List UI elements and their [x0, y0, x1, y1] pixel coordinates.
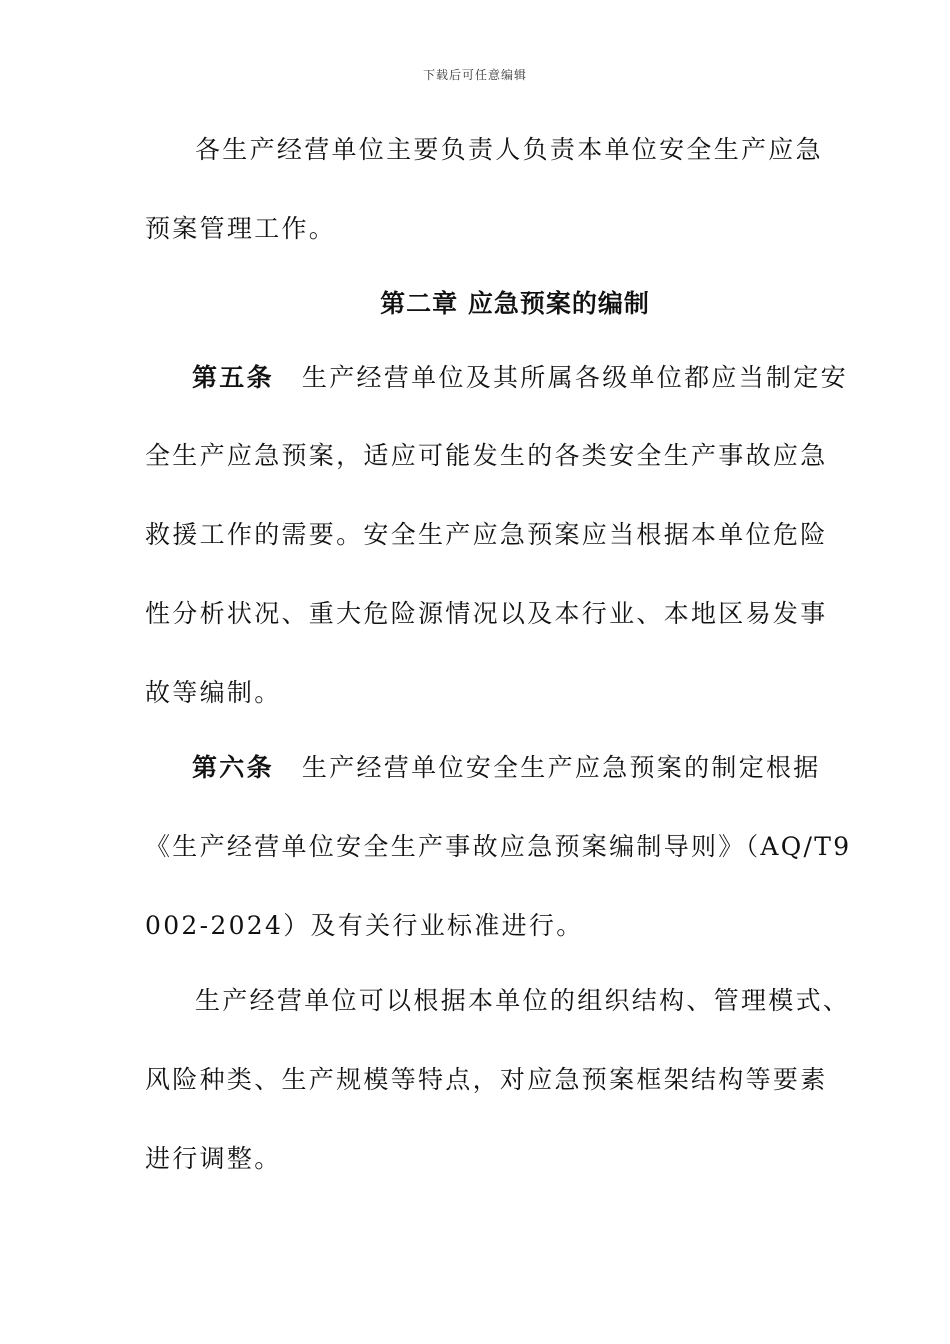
article-6-text: 生产经营单位安全生产应急预案的制定根据	[301, 753, 821, 782]
paragraph-line: 生产经营单位可以根据本单位的组织结构、管理模式、	[195, 986, 851, 1015]
paragraph-line: 救援工作的需要。安全生产应急预案应当根据本单位危险	[145, 520, 828, 549]
article-5-label: 第五条	[192, 363, 274, 392]
paragraph-line: 002-2024）及有关行业标准进行。	[145, 911, 584, 940]
article-6-first-line	[192, 752, 821, 784]
paragraph-line: 故等编制。	[145, 678, 282, 707]
article-5-text: 生产经营单位及其所属各级单位都应当制定安	[301, 363, 848, 392]
chapter-title: 第二章 应急预案的编制	[380, 289, 650, 318]
paragraph-line: 性分析状况、重大危险源情况以及本行业、本地区易发事	[145, 599, 828, 628]
article-5-first-line	[192, 362, 848, 394]
paragraph-line: 全生产应急预案，适应可能发生的各类安全生产事故应急	[145, 441, 828, 470]
paragraph-line: 《生产经营单位安全生产事故应急预案编制导则》（AQ/T9	[145, 832, 852, 861]
page-header-note: 下载后可任意编辑	[422, 68, 527, 82]
paragraph-line: 风险种类、生产规模等特点，对应急预案框架结构等要素	[145, 1065, 828, 1094]
paragraph-line: 预案管理工作。	[145, 214, 337, 243]
paragraph-line: 进行调整。	[145, 1144, 282, 1173]
article-6-label: 第六条	[192, 753, 274, 782]
paragraph-line: 各生产经营单位主要负责人负责本单位安全生产应急	[195, 135, 823, 164]
